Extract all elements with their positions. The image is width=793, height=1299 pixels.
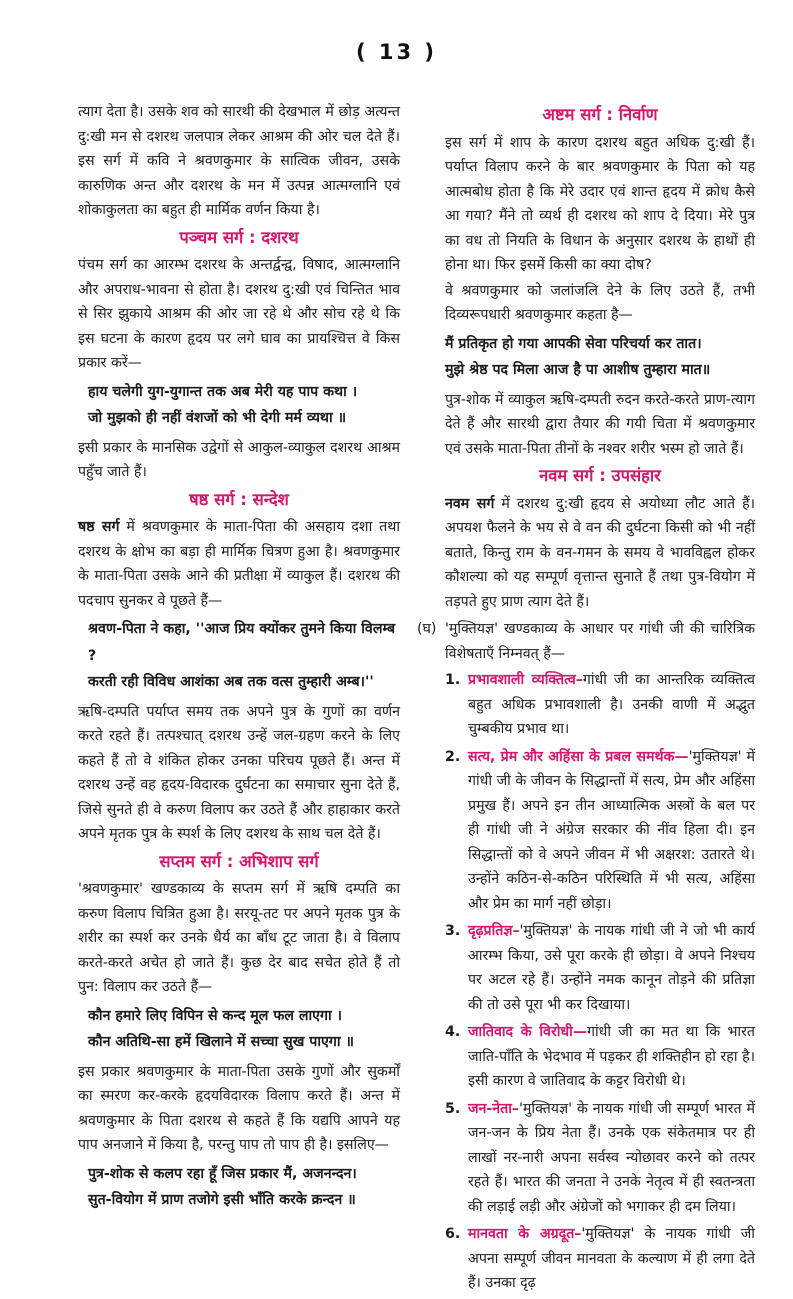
question-text: 'मुक्तियज्ञ' खण्डकाव्य के आधार पर गांधी जी की चारित्रिक विशेषताएँ निम्नवत् हैं— bbox=[445, 621, 755, 662]
verse bbox=[88, 1003, 400, 1056]
paragraph: नवम सर्ग में दशरथ दु:खी हृदय से अयोध्या लौट आते हैं। अपयश फैलने के भय से वे वन की दुर्घटना किसी को भी नहीं बताते, किन्तु राम के वन-गमन के समय वे भावविह्वल होकर कौशल्या को यह सम्पूर्ण वृत्तान्त सुनाते हैं तथा पुत्र-वियोग में तड़पते हुए प्राण त्याग देते हैं। bbox=[445, 495, 756, 610]
paragraph: 'श्रवणकुमार' खण्डकाव्य के सप्तम सर्ग में ऋषि दम्पति का करुण विलाप चित्रित हुआ है। सरयू-तट पर अपने मृतक पुत्र के शरीर का स्पर्श कर उनके धैर्य का बाँध टूट जाता है। वे विलाप करते-करते अचेत हो जाते हैं। कुछ देर बाद सचेत होते हैं तो पुन: विलाप कर उठते हैं— bbox=[78, 881, 400, 995]
verse-line: श्रवण-पिता ने कहा, ''आज प्रिय क्योंकर तुमने किया विलम्ब ? bbox=[88, 621, 396, 664]
list-item: 2. सत्य, प्रेम और अहिंसा के प्रबल समर्थक—'मुक्तियज्ञ' में गांधी जी के जीवन के सिद्धान्तों में सत्य, प्रेम और अहिंसा प्रमुख हैं। अपने इन तीन आध्यात्मिक अस्त्रों के बल पर ही गांधी जी ने अंग्रेज सरकार की नींव हिला दी। इन सिद्धान्तों को वे अपने जीवन में भी अक्षरश: उतारते थे। उन्होंने कठिन-से-कठिन परिस्थिति में भी सत्य, अहिंसा और प्रेम का मार्ग नहीं छोड़ा। bbox=[445, 745, 755, 917]
verse-line: करती रही विविध आशंका अब तक वत्स तुम्हारी अम्ब।'' bbox=[88, 674, 374, 690]
section-heading: नवम सर्ग : उपसंहार bbox=[539, 466, 661, 485]
section-heading: सप्तम सर्ग : अभिशाप सर्ग bbox=[159, 851, 319, 871]
question-label: (घ) bbox=[417, 621, 437, 637]
verse bbox=[88, 379, 400, 432]
verse bbox=[88, 1161, 400, 1214]
list-item: 3. दृढ़प्रतिज्ञ–'मुक्तियज्ञ' के नायक गांधी जी ने जो भी कार्य आरम्भ किया, उसे पूरा करके ही छोड़ा। वे अपने निश्चय पर अटल रहे हैं। उन्होंने नमक कानून तोड़ने की प्रतिज्ञा की तो उसे पूरा भी कर दिखाया। bbox=[445, 919, 755, 1017]
paragraph: पंचम सर्ग का आरम्भ दशरथ के अन्तर्द्वन्द्व, विषाद, आत्मग्लानि और अपराध-भावना से होता है। दशरथ दु:खी एवं चिन्तित भाव से सिर झुकाये आश्रम की ओर जा रहे थे और सोच रहे थे कि इस घटना के कारण हृदय पर लगे घाव का प्रायश्चित्त वे किस प्रकार करें— bbox=[78, 257, 400, 371]
question-item bbox=[417, 617, 755, 666]
paragraph: इस सर्ग में शाप के कारण दशरथ बहुत अधिक दु:खी हैं। पर्याप्त विलाप करने के बार श्रवणकुमार के पिता को यह आत्मबोध होता है कि मेरे उदार एवं शान्त हृदय में क्रोध कैसे आ गया? मैंने तो व्यर्थ ही दशरथ को शाप दे दिया। मेरे पुत्र का वध तो नियति के विधान के अनुसार दशरथ के हाथों ही होना था। फिर इसमें किसी का क्या दोष? bbox=[445, 134, 755, 273]
paragraph-lead: षष्ठ सर्ग bbox=[78, 519, 120, 535]
verse-line: पुत्र-शोक से कलप रहा हूँ जिस प्रकार मैं, अजनन्दन। bbox=[88, 1165, 357, 1182]
section-heading: षष्ठ सर्ग : सन्देश bbox=[189, 489, 289, 509]
verse bbox=[445, 331, 755, 384]
list-number: 4. bbox=[445, 1024, 461, 1040]
list-item: 1. प्रभावशाली व्यक्तित्व–गांधी जी का आन्तरिक व्यक्तित्व बहुत अधिक प्रभावशाली है। उनकी वाणी में अद्भुत चुम्बकीय प्रभाव था। bbox=[445, 668, 755, 742]
paragraph: ऋषि-दम्पति पर्याप्त समय तक अपने पुत्र के गुणों का वर्णन करते रहते हैं। तत्पश्चात् दशरथ उन्हें जल-ग्रहण करने के लिए कहते हैं तो वे शंकित होकर उनका परिचय पूछते हैं। अन्त में दशरथ उन्हें वह हृदय-विदारक दुर्घटना का समाचार सुना देते हैं, जिसे सुनते ही वे करुण विलाप कर उठते हैं और हाहाकार करते अपने मृतक पुत्र के स्पर्श के लिए दशरथ के साथ चल देते हैं। bbox=[78, 703, 400, 842]
verse-line: जो मुझको ही नहीं वंशजों को भी देगी मर्म व्यथा ॥ bbox=[88, 410, 347, 426]
section-heading: अष्टम सर्ग : निर्वाण bbox=[542, 105, 658, 124]
paragraph: इस प्रकार श्रवणकुमार के माता-पिता उसके गुणों और सुकर्मों का स्मरण कर-करके हृदयविदारक विलाप करते हैं। अन्त में श्रवणकुमार के पिता दशरथ से कहते हैं कि यद्यपि आपने यह पाप अनजाने में किया है, परन्तु पाप तो पाप ही है। इसलिए— bbox=[78, 1063, 400, 1153]
page-number: ( 13 ) bbox=[355, 40, 438, 64]
verse bbox=[88, 616, 400, 696]
left-column bbox=[78, 100, 400, 1218]
list-item: 6. मानवता के अग्रदूत–'मुक्तियज्ञ' के नायक गांधी जी अपना सम्पूर्ण जीवन मानवता के कल्याण में ही लगा देते हैं। उनका दृढ़ bbox=[445, 1222, 755, 1296]
verse-line: मुझे श्रेष्ठ पद मिला आज है पा आशीष तुम्हारा मात॥ bbox=[445, 362, 711, 378]
list-item: 5. जन-नेता–'मुक्तियज्ञ' के नायक गांधी जी सम्पूर्ण भारत में जन-जन के प्रिय नेता हैं। उनके एक संकेतमात्र पर ही लाखों नर-नारी अपना सर्वस्व न्योछावर करने को तत्पर रहते हैं। भारत की जनता ने उनके नेतृत्व में ही स्वतन्त्रता की लड़ाई लड़ी और अंग्रेजों को भगाकर ही दम लिया। bbox=[445, 1097, 755, 1220]
list-number: 6. bbox=[445, 1226, 461, 1242]
two-column-layout bbox=[0, 64, 793, 1299]
list-item-head: प्रभावशाली व्यक्तित्व– bbox=[468, 672, 583, 688]
verse-line: कौन हमारे लिए विपिन से कन्द मूल फल लाएगा । bbox=[88, 1007, 342, 1024]
list-item-head: दृढ़प्रतिज्ञ– bbox=[468, 923, 520, 939]
list-item-head: मानवता के अग्रदूत– bbox=[468, 1226, 582, 1242]
list-item: 4. जातिवाद के विरोधी—गांधी जी का मत था कि भारत जाति-पाँति के भेदभाव में पड़कर ही शक्तिहीन हो रहा है। इसी कारण वे जातिवाद के कट्टर विरोधी थे। bbox=[445, 1020, 755, 1094]
paragraph: इसी प्रकार के मानसिक उद्वेगों से आकुल-व्याकुल दशरथ आश्रम पहुँच जाते हैं। bbox=[78, 439, 400, 480]
paragraph: त्याग देता है। उसके शव को सारथी की देखभाल में छोड़ अत्यन्त दु:खी मन से दशरथ जलपात्र लेकर आश्रम की ओर चल देते हैं। इस सर्ग में कवि ने श्रवणकुमार के सात्विक जीवन, उसके कारुणिक अन्त और दशरथ के मन में उत्पन्न आत्मग्लानि एवं शोकाकुलता का बहुत ही मार्मिक वर्णन किया है। bbox=[78, 104, 400, 218]
verse-line: हाय चलेगी युग-युगान्त तक अब मेरी यह पाप कथा । bbox=[88, 383, 358, 400]
list-number: 2. bbox=[445, 748, 461, 765]
paragraph-lead: नवम सर्ग bbox=[445, 495, 495, 512]
verse-line: सुत-वियोग में प्राण तजोगे इसी भाँति करके क्रन्दन ॥ bbox=[88, 1192, 356, 1208]
right-column bbox=[417, 100, 755, 1299]
paragraph: षष्ठ सर्ग में श्रवणकुमार के माता-पिता की असहाय दशा तथा दशरथ के क्षोभ का बड़ा ही मार्मिक चित्रण हुआ है। श्रवणकुमार के माता-पिता उसके आने की प्रतीक्षा में व्याकुल हैं। दशरथ की पदचाप सुनकर वे पूछते हैं— bbox=[78, 519, 400, 609]
list-number: 1. bbox=[445, 672, 461, 688]
paragraph: वे श्रवणकुमार को जलांजलि देने के लिए उठते हैं, तभी दिव्यरूपधारी श्रवणकुमार कहता है— bbox=[445, 282, 755, 323]
list-number: 3. bbox=[445, 923, 461, 939]
section-heading: पञ्चम सर्ग : दशरथ bbox=[179, 227, 299, 247]
list-item-head: जातिवाद के विरोधी— bbox=[468, 1024, 588, 1040]
list-item-head: सत्य, प्रेम और अहिंसा के प्रबल समर्थक— bbox=[468, 748, 689, 765]
verse-line: कौन अतिथि-सा हमें खिलाने में सच्चा सुख पाएगा ॥ bbox=[88, 1034, 354, 1050]
paragraph: पुत्र-शोक में व्याकुल ऋषि-दम्पती रुदन करते-करते प्राण-त्याग देते हैं और सारथी द्वारा तैयार की गयी चिता में श्रवणकुमार एवं उसके माता-पिता तीनों के नश्वर शरीर भस्म हो जाते हैं। bbox=[445, 391, 755, 457]
verse-line: मैं प्रतिकृत हो गया आपकी सेवा परिचर्या कर तात। bbox=[445, 335, 702, 352]
list-number: 5. bbox=[445, 1100, 461, 1117]
list-item-head: जन-नेता– bbox=[468, 1100, 520, 1117]
